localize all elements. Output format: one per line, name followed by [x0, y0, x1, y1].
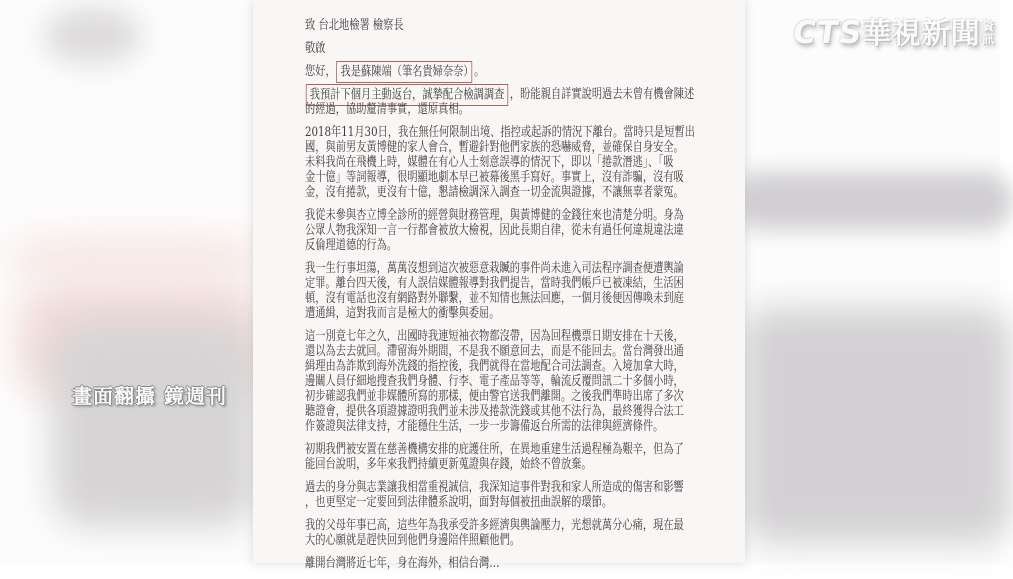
letter-text-segment: 能回台說明，多年來我們持續更新蒐證與存錢，始終不曾放棄。 — [305, 457, 592, 472]
letter-line — [305, 374, 684, 389]
letter-paper — [253, 0, 745, 571]
letter-line — [305, 276, 684, 291]
letter-text-segment: 我從未參與杏立博全診所的經營與財務管理，與黃博健的金錢往來也清楚分明。身為 — [305, 208, 684, 223]
letter-text-segment: 離開台灣將近七年，身在海外，相信台灣… — [305, 556, 500, 571]
letter-line — [305, 185, 684, 200]
letter-text-segment: 致 台北地檢署 檢察長 — [305, 18, 404, 33]
letter-paragraph — [305, 18, 687, 33]
letter-text-segment: 的經過，協助釐清事實，還原真相。 — [305, 102, 469, 117]
letter-line — [305, 457, 611, 472]
letter-text-segment: ，也更堅定一定要回到法律體系說明，面對每個被扭曲誤解的環節。 — [305, 495, 613, 510]
letter-paragraph — [305, 41, 687, 56]
letter-text-segment: 邊關人員仔細地搜查我們身體、行李、電子產品等等，輪流反覆問訊二十多個小時， — [305, 374, 684, 389]
highlight-box: 我預計下個月主動返台，誠摯配合檢調調查 — [306, 84, 509, 107]
watermark-subtitle — [982, 20, 994, 46]
letter-paragraph — [305, 518, 687, 548]
source-credit-caption: 畫面翻攝 鏡週刊 — [72, 384, 227, 408]
letter-line — [305, 419, 664, 434]
letter-line — [305, 18, 611, 33]
letter-line — [305, 208, 684, 223]
letter-text-segment: 公眾人物我深知一言一行都會被放大檢視，因此長期自律，從未有過任何違規違法違 — [305, 223, 684, 238]
letter-text-segment: 大的心願就是趕快回到他們身邊陪伴照顧他們。 — [305, 533, 520, 548]
letter-paragraph — [305, 329, 687, 434]
blurred-background-shape — [52, 322, 257, 527]
letter-text-segment: 我的父母年事已高，這些年為我承受許多經濟與輿論壓力，光想就萬分心痛，現在最 — [305, 518, 684, 533]
letter-line — [305, 306, 611, 321]
letter-line — [305, 170, 684, 185]
letter-text-segment: 過去的身分與志業讓我相當重視誠信，我深知這事件對我和家人所造成的傷害和影響 — [305, 480, 684, 495]
blurred-background-shape — [10, 233, 260, 281]
letter-text-segment: 未料我尚在飛機上時，媒體在有心人士刻意誤導的情況下，即以「捲款潛逃」、「吸 — [305, 155, 674, 170]
letter-text-segment: 頓，沒有電話也沒有網路對外聯繫，並不知情也無法回應，一個月後便因傳喚未到庭 — [305, 291, 684, 306]
letter-line — [305, 64, 611, 79]
watermark-cjk-text: 華視新聞 — [862, 16, 981, 50]
letter-line — [305, 344, 684, 359]
letter-text-segment: 國，與前男友黃博健的家人會合，暫避針對他們家族的恐嚇威脅，並確保自身安全。 — [305, 140, 684, 155]
letter-line — [305, 442, 684, 457]
letter-text-segment: 您好， — [305, 64, 336, 79]
blurred-background-shape — [45, 8, 140, 63]
letter-text-segment: 初期我們被安置在慈善機構安排的庇護住所，在異地重建生活過程極為艱辛，但為了 — [305, 442, 684, 457]
letter-line — [305, 87, 695, 102]
letter-line — [305, 556, 611, 571]
highlight-box: 我是蘇陳端（筆名貴婦奈奈） — [337, 61, 473, 84]
letter-text-segment: 定罪。離台四天後，有人誤信媒體報導對我們提告，當時我們帳戶已被凍結，生活困 — [305, 276, 684, 291]
letter-line — [305, 261, 684, 276]
letter-paragraph — [305, 125, 695, 200]
letter-text-segment: 反倫理道德的行為。 — [305, 238, 398, 253]
letter-paragraph — [305, 480, 687, 510]
letter-line — [305, 125, 695, 140]
letter-line — [305, 102, 611, 117]
letter-text-segment: 2018年11月30日，我在無任何限制出境、指控或起訴的情況下離台。當時只是短暫出 — [305, 125, 695, 140]
letter-text-segment: 遭通緝，這對我而言是極大的衝擊與委屈。 — [305, 306, 500, 321]
letter-text-segment: 聽證會，提供各項證據證明我們並未涉及捲款洗錢或其他不法行為，最終獲得合法工 — [305, 404, 684, 419]
blurred-background-shape — [733, 172, 1013, 230]
letter-paragraph — [305, 208, 687, 253]
letter-line — [305, 329, 684, 344]
letter-line — [305, 533, 611, 548]
letter-line — [305, 518, 684, 533]
letter-text-segment: 作簽證與法律支持，才能穩住生活，一步一步籌備返台所需的法律與經濟條件。 — [305, 419, 664, 434]
letter-text-segment: 這一別竟七年之久，出國時我連短袖衣物都沒帶，因為回程機票日期安排在十天後， — [305, 329, 684, 344]
letter-text-segment: ，盼能親自詳實說明過去未曾有機會陳述 — [509, 87, 695, 102]
letter-text-segment: 還以為去去就回。滯留海外期間，不是我不願意回去，而是不能回去。當台灣發出通 — [305, 344, 684, 359]
letter-text-segment: 我一生行事坦蕩，萬萬沒想到這次被惡意栽贓的事件尚未進入司法程序調查便遭輿論 — [305, 261, 684, 276]
letter-line — [305, 480, 684, 495]
letter-paragraph — [305, 442, 687, 472]
letter-paragraph — [305, 87, 695, 117]
letter-line — [305, 291, 684, 306]
letter-line — [305, 140, 684, 155]
letter-line — [305, 238, 611, 253]
letter-text-segment: 敬啟 — [305, 41, 326, 56]
letter-paragraph — [305, 261, 687, 321]
letter-line — [305, 389, 684, 404]
watermark-sub-top: 資 — [982, 19, 995, 33]
letter-text-segment: 。 — [474, 64, 485, 79]
watermark-sub-bottom: 訊 — [982, 32, 995, 46]
letter-line — [305, 404, 684, 419]
letter-line — [305, 359, 684, 374]
letter-paragraph — [305, 64, 687, 79]
blurred-background-shape — [742, 308, 1012, 543]
letter-text-segment: 緝理由為詐欺到海外洗錢的指控後，我們就得在當地配合司法調查。入境加拿大時， — [305, 359, 684, 374]
letter-line — [305, 223, 684, 238]
letter-text-segment: 金十億」等詞報導，很明顯地劇本早已被幕後黑手寫好。事實上，沒有詐騙，沒有吸 — [305, 170, 684, 185]
letter-body — [305, 18, 695, 579]
letter-line — [305, 155, 674, 170]
cts-news-watermark — [790, 15, 995, 51]
watermark-latin-text: CTS — [790, 15, 865, 51]
letter-text-segment: 初步確認我們並非媒體所寫的那樣，便由警官送我們離開。之後我們準時出席了多次 — [305, 389, 684, 404]
letter-text-segment: 金，沒有捲款，更沒有十億，懇請檢調深入調查一切金流與證據，不讓無辜者蒙冤。 — [305, 185, 684, 200]
letter-paragraph — [305, 556, 687, 571]
letter-line — [305, 495, 611, 510]
letter-line — [305, 41, 611, 56]
